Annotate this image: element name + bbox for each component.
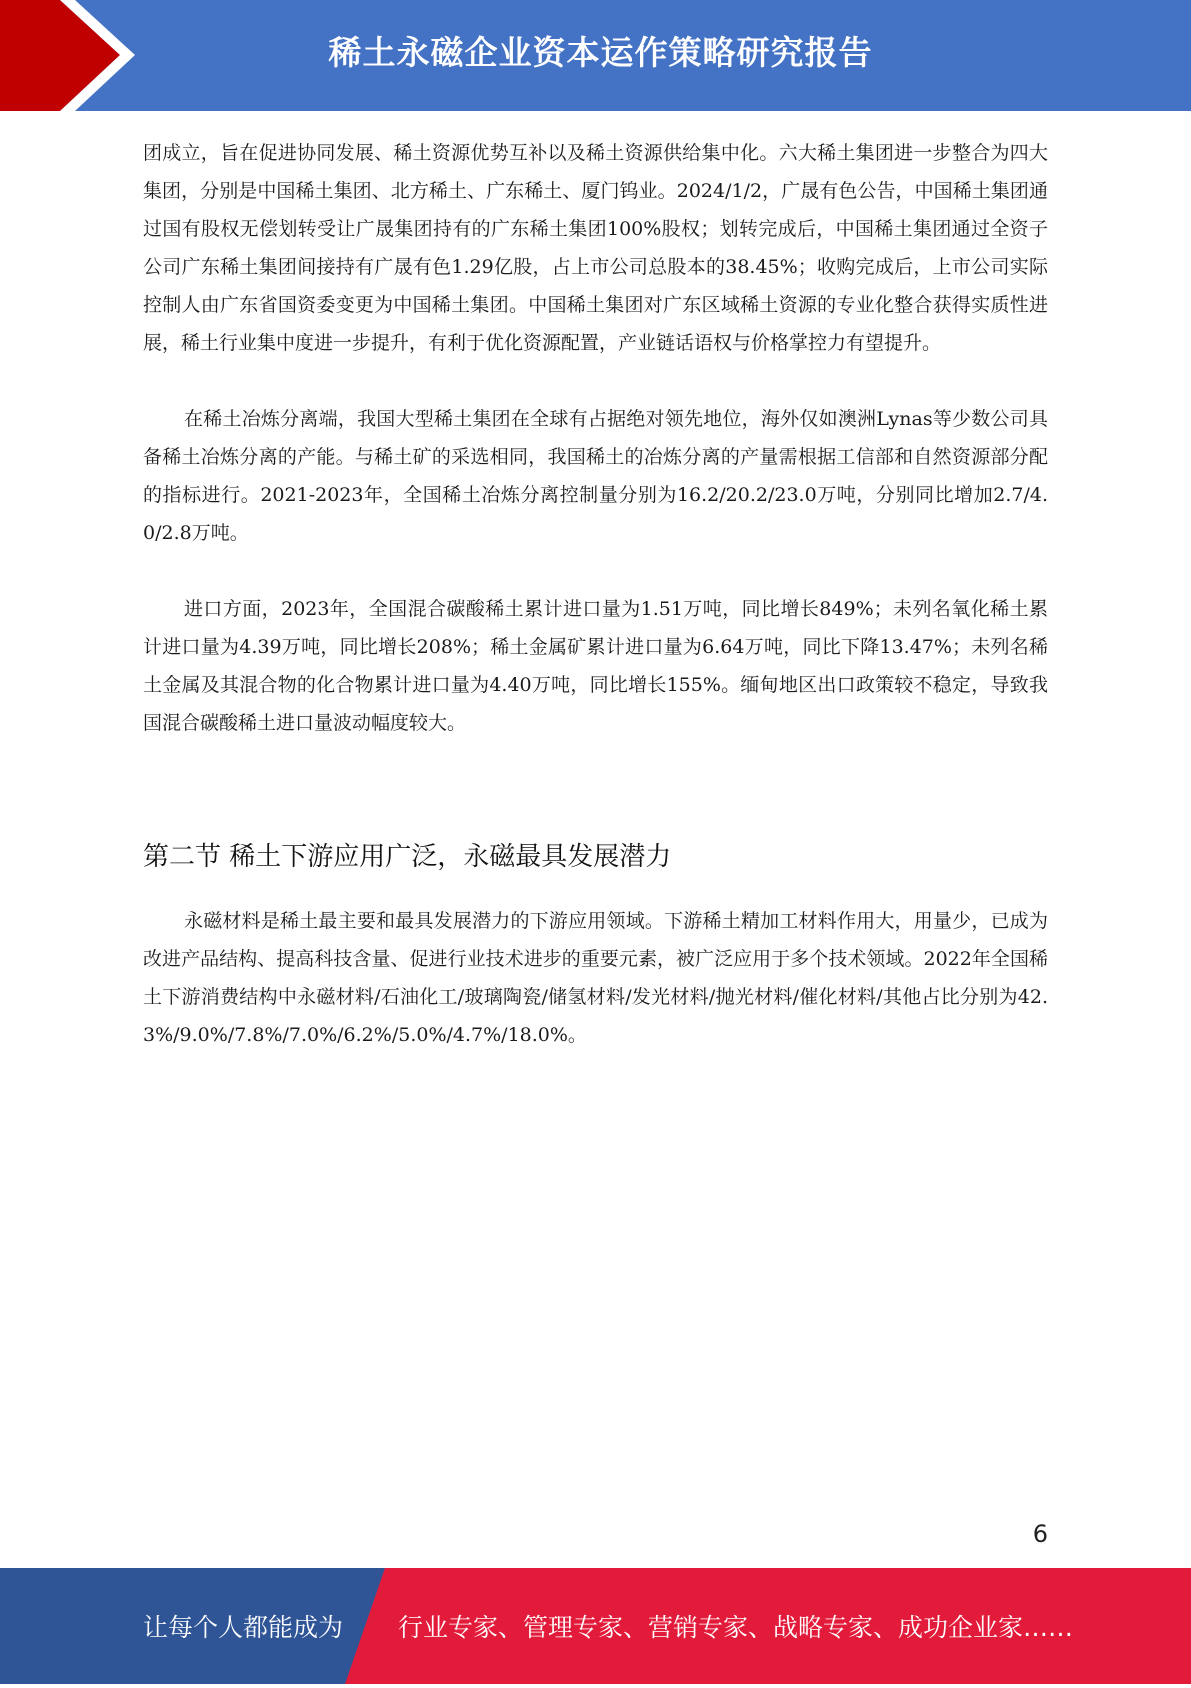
page-number: 6 [1032, 1520, 1048, 1548]
page-footer [0, 1568, 1191, 1684]
paragraph-permanent-magnet: 永磁材料是稀土最主要和最具发展潜力的下游应用领域。下游稀土精加工材料作用大，用量少，已成为改进产品结构、提高科技含量、促进行业技术进步的重要元素，被广泛应用于多个技术领域。2022年全国稀土下游消费结构中永磁材料/石油化工/玻璃陶瓷/储氢材料/发光材料/抛光材料/催化材料/其他占比分别为42.3%/9.0%/7.8%/7.0%/6.2%/5.0%/4.7%/18.0%。 [143, 910, 1048, 1046]
report-title: 稀土永磁企业资本运作策略研究报告 [328, 33, 873, 72]
paragraph-imports: 进口方面，2023年，全国混合碳酸稀土累计进口量为1.51万吨，同比增长849%；未列名氧化稀土累计进口量为4.39万吨，同比增长208%；稀土金属矿累计进口量为6.64万吨，同比下降13.47%；未列名稀土金属及其混合物的化合物累计进口量为4.40万吨，同比增长155%。缅甸地区出口政策较不稳定，导致我国混合碳酸稀土进口量波动幅度较大。 [143, 598, 1048, 734]
main-content [143, 134, 1048, 1054]
footer-slogan-left: 让每个人都能成为 [143, 1613, 344, 1642]
paragraph-rare-earth-groups: 团成立，旨在促进协同发展、稀土资源优势互补以及稀土资源供给集中化。六大稀土集团进一步整合为四大集团，分别是中国稀土集团、北方稀土、广东稀土、厦门钨业。2024/1/2，广晟有色公告，中国稀土集团通过国有股权无偿划转受让广晟集团持有的广东稀土集团100%股权；划转完成后，中国稀土集团通过全资子公司广东稀土集团间接持有广晟有色1.29亿股，占上市公司总股本的38.45%；收购完成后，上市公司实际控制人由广东省国资委变更为中国稀土集团。中国稀土集团对广东区域稀土资源的专业化整合获得实质性进展，稀土行业集中度进一步提升，有利于优化资源配置，产业链话语权与价格掌控力有望提升。 [143, 142, 1048, 354]
paragraph-smelting-separation: 在稀土冶炼分离端，我国大型稀土集团在全球有占据绝对领先地位，海外仅如澳洲Lynas等少数公司具备稀土冶炼分离的产能。与稀土矿的采选相同，我国稀土的冶炼分离的产量需根据工信部和自然资源部分配的指标进行。2021-2023年，全国稀土冶炼分离控制量分别为16.2/20.2/23.0万吨，分别同比增加2.7/4.0/2.8万吨。 [143, 408, 1048, 544]
page-header [0, 0, 1191, 111]
section-title: 第二节 稀土下游应用广泛，永磁最具发展潜力 [143, 842, 672, 872]
footer-slogan-right: 行业专家、管理专家、营销专家、战略专家、成功企业家…… [398, 1613, 1074, 1642]
